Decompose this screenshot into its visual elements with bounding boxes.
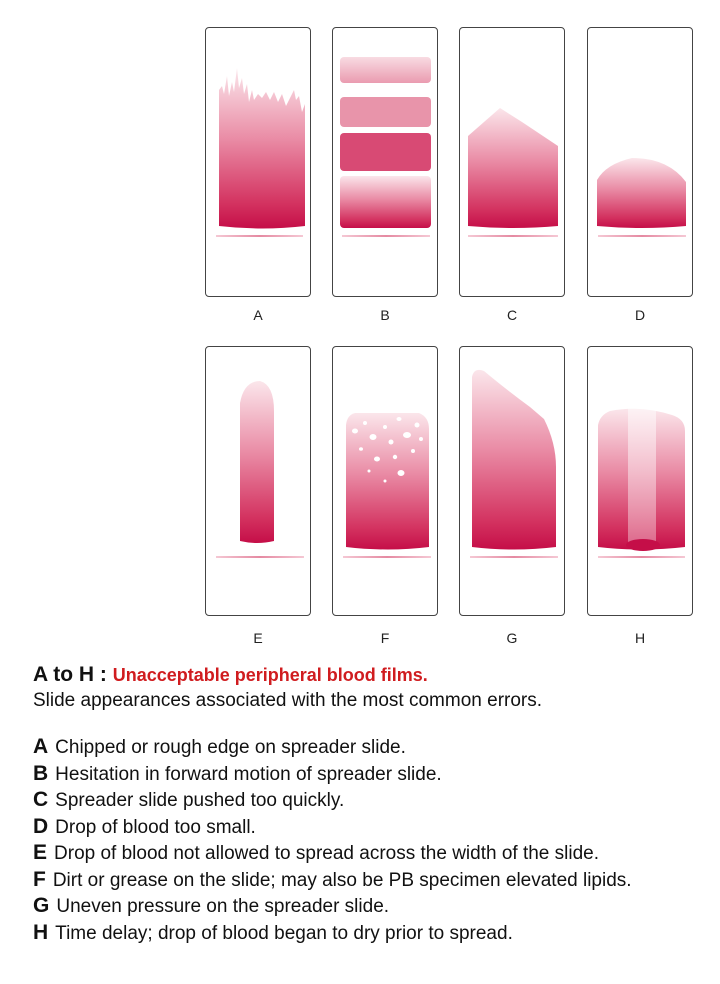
slide-label-h: H [634,630,646,646]
error-text: Dirt or grease on the slide; may also be PB specimen elevated lipids. [52,869,632,891]
slide-h [587,346,693,616]
slide-label-g: G [506,630,518,646]
error-letter: D [33,814,49,838]
smear-e [206,347,312,617]
slide-label-b: B [380,307,390,323]
smear-a [206,28,312,298]
error-list [33,734,713,946]
error-letter: C [33,788,49,811]
slide-label-a: A [253,307,263,323]
slide-c [459,27,565,297]
smear-f [333,347,439,617]
caption-title [33,662,713,688]
slide-d [587,27,693,297]
slide-g [459,346,565,616]
error-item-a [33,734,713,761]
error-item-c [33,787,713,814]
slide-label-f: F [380,630,390,646]
smear-c [460,28,566,298]
error-letter: H [33,920,49,944]
slide-label-c: C [506,307,518,323]
error-item-e [33,840,713,867]
smear-h [588,347,694,617]
error-item-b [33,761,713,788]
caption-red-title: Unacceptable peripheral blood films. [112,665,428,685]
slide-e [205,346,311,616]
error-text: Hesitation in forward motion of spreader slide. [55,763,442,785]
slide-label-d: D [634,307,646,323]
error-item-f [33,867,713,894]
slide-b [332,27,438,297]
caption [33,662,713,946]
error-letter: G [33,894,50,917]
error-text: Spreader slide pushed too quickly. [55,790,345,811]
error-letter: B [33,761,49,785]
smear-b [333,28,439,298]
error-text: Chipped or rough edge on spreader slide. [55,737,406,758]
slide-label-e: E [253,630,263,646]
error-letter: A [33,735,49,758]
smear-g [460,347,566,617]
error-item-g [33,893,713,920]
error-text: Drop of blood not allowed to spread across the width of the slide. [54,843,600,864]
slide-f [332,346,438,616]
error-text: Time delay; drop of blood began to dry prior to spread. [55,922,513,944]
error-text: Uneven pressure on the spreader slide. [56,896,390,917]
smear-d [588,28,694,298]
error-letter: E [33,841,48,864]
slide-a [205,27,311,297]
error-text: Drop of blood too small. [55,816,256,838]
caption-prefix: A to H : [33,663,107,686]
error-item-d [33,814,713,841]
caption-subtitle: Slide appearances associated with the most common errors. [33,690,543,711]
error-item-h [33,920,713,947]
error-letter: F [33,867,46,891]
